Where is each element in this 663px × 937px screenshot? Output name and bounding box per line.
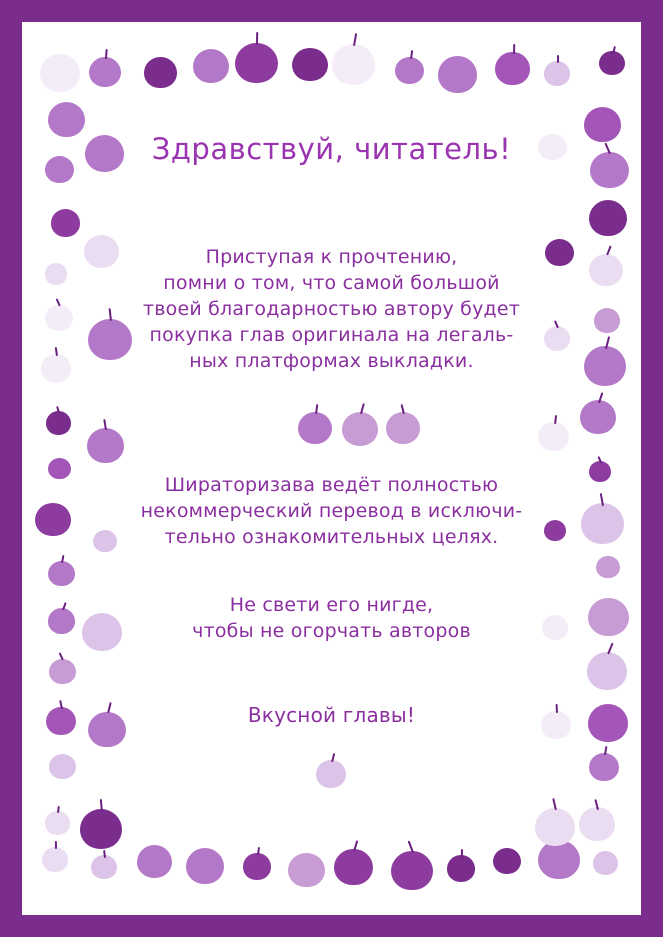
plum-icon	[588, 598, 629, 637]
plum-stem-icon	[410, 50, 413, 59]
plum-icon	[493, 848, 521, 874]
plum-icon	[580, 400, 616, 434]
plum-icon	[40, 54, 81, 92]
plum-icon	[46, 707, 76, 735]
plum-icon	[589, 200, 627, 236]
plum-stem-icon	[557, 55, 559, 63]
plum-icon	[45, 811, 70, 834]
plum-stem-icon	[612, 46, 616, 54]
plum-divider	[82, 400, 581, 458]
plum-stem-icon	[552, 798, 557, 810]
plum-stem-icon	[557, 829, 561, 842]
plum-icon	[495, 52, 530, 84]
plum-stem-icon	[401, 404, 405, 414]
paragraph-noncommercial-notice	[82, 472, 581, 550]
paragraph-line: Вкусной главы!	[247, 703, 416, 727]
plum-stem-icon	[315, 404, 318, 414]
plum-icon	[51, 209, 80, 237]
plum-stem-icon	[360, 403, 365, 414]
plum-icon	[193, 49, 229, 83]
plum-icon	[49, 754, 76, 779]
plum-icon	[41, 354, 71, 382]
plum-icon	[80, 809, 122, 849]
plum-icon	[35, 503, 70, 536]
plum-icon	[298, 412, 332, 444]
plum-icon	[48, 561, 75, 586]
plum-footer-decoration	[82, 750, 581, 798]
plum-icon	[45, 156, 74, 183]
plum-stem-icon	[256, 32, 258, 45]
plum-stem-icon	[257, 847, 260, 855]
paragraph-line: покупка глав оригинала на легаль-	[149, 324, 514, 346]
plum-stem-icon	[103, 849, 106, 857]
plum-icon	[42, 847, 69, 872]
plum-icon	[235, 43, 278, 83]
plum-icon	[596, 556, 619, 578]
plum-icon	[186, 848, 224, 884]
plum-icon	[46, 411, 71, 434]
plum-stem-icon	[461, 849, 463, 858]
plum-icon	[144, 57, 176, 87]
plum-icon	[48, 102, 85, 137]
plum-stem-icon	[55, 841, 57, 849]
plum-icon	[386, 412, 420, 444]
page-title: Здравствуй, читатель!	[151, 132, 512, 166]
plum-icon	[89, 57, 121, 87]
plum-stem-icon	[331, 753, 335, 762]
plum-icon	[243, 853, 271, 879]
paragraph-line: ных платформах выкладки.	[189, 350, 474, 372]
plum-icon	[588, 704, 628, 742]
plum-icon	[593, 851, 619, 875]
poster-sheet	[22, 22, 641, 915]
paragraph-sharing-warning	[82, 592, 581, 644]
paragraph-line: Шираторизава ведёт полностью	[164, 474, 499, 496]
plum-icon	[535, 808, 575, 846]
plum-stem-icon	[353, 33, 357, 46]
plum-stem-icon	[595, 799, 600, 810]
plum-icon	[342, 412, 378, 446]
plum-icon	[334, 849, 372, 885]
plum-icon	[538, 840, 580, 879]
paragraph-line: Приступая к прочтению,	[205, 246, 458, 268]
plum-stem-icon	[605, 143, 612, 154]
paragraph-line: чтобы не огорчать авторов	[192, 620, 471, 642]
plum-stem-icon	[62, 602, 67, 610]
plum-stem-icon	[100, 799, 103, 812]
plum-stem-icon	[59, 653, 64, 661]
plum-icon	[137, 845, 172, 878]
paragraph-line: Не свети его нигде,	[229, 594, 434, 616]
plum-icon	[91, 855, 117, 879]
plum-stem-icon	[57, 806, 60, 814]
plum-icon	[544, 61, 570, 86]
plum-stem-icon	[56, 299, 61, 307]
plum-icon	[391, 851, 433, 890]
paragraph-line: некоммерческий перевод в исключи-	[140, 500, 523, 522]
plum-stem-icon	[55, 347, 58, 356]
plum-stem-icon	[600, 493, 604, 506]
plum-icon	[579, 807, 615, 841]
plum-stem-icon	[56, 406, 60, 414]
paragraph-purchase-notice	[82, 244, 581, 374]
plum-stem-icon	[59, 700, 63, 709]
plum-icon	[45, 263, 68, 284]
plum-icon	[45, 305, 73, 331]
plum-stem-icon	[513, 44, 515, 54]
plum-icon	[447, 855, 475, 882]
plum-stem-icon	[407, 841, 413, 853]
plum-icon	[438, 56, 477, 92]
paragraph-line: помни о том, что самой большой	[163, 272, 500, 294]
plum-icon	[590, 152, 629, 189]
poster-content	[82, 132, 581, 798]
plum-icon	[589, 254, 623, 286]
plum-icon	[589, 753, 619, 781]
plum-stem-icon	[604, 746, 607, 755]
plum-icon	[587, 652, 628, 690]
plum-icon	[584, 107, 622, 142]
plum-icon	[589, 461, 611, 482]
plum-stem-icon	[598, 456, 602, 463]
plum-icon	[292, 48, 328, 82]
paragraph-line: тельно ознакомительных целях.	[164, 526, 499, 548]
paragraph-closing	[82, 702, 581, 728]
paragraph-line: твоей благодарностью автору будет	[142, 298, 521, 320]
plum-stem-icon	[606, 246, 612, 256]
plum-icon	[49, 659, 76, 685]
plum-icon	[288, 853, 325, 888]
plum-stem-icon	[607, 642, 614, 654]
plum-stem-icon	[598, 392, 603, 403]
plum-icon	[332, 44, 375, 84]
plum-icon	[599, 51, 625, 75]
plum-stem-icon	[605, 336, 610, 349]
plum-stem-icon	[61, 555, 64, 563]
plum-stem-icon	[353, 840, 358, 852]
plum-icon	[395, 57, 424, 84]
plum-icon	[316, 760, 346, 788]
plum-icon	[48, 608, 75, 633]
plum-icon	[594, 308, 621, 333]
plum-stem-icon	[105, 49, 108, 59]
plum-icon	[581, 503, 624, 544]
plum-icon	[48, 458, 71, 479]
plum-icon	[584, 346, 626, 386]
